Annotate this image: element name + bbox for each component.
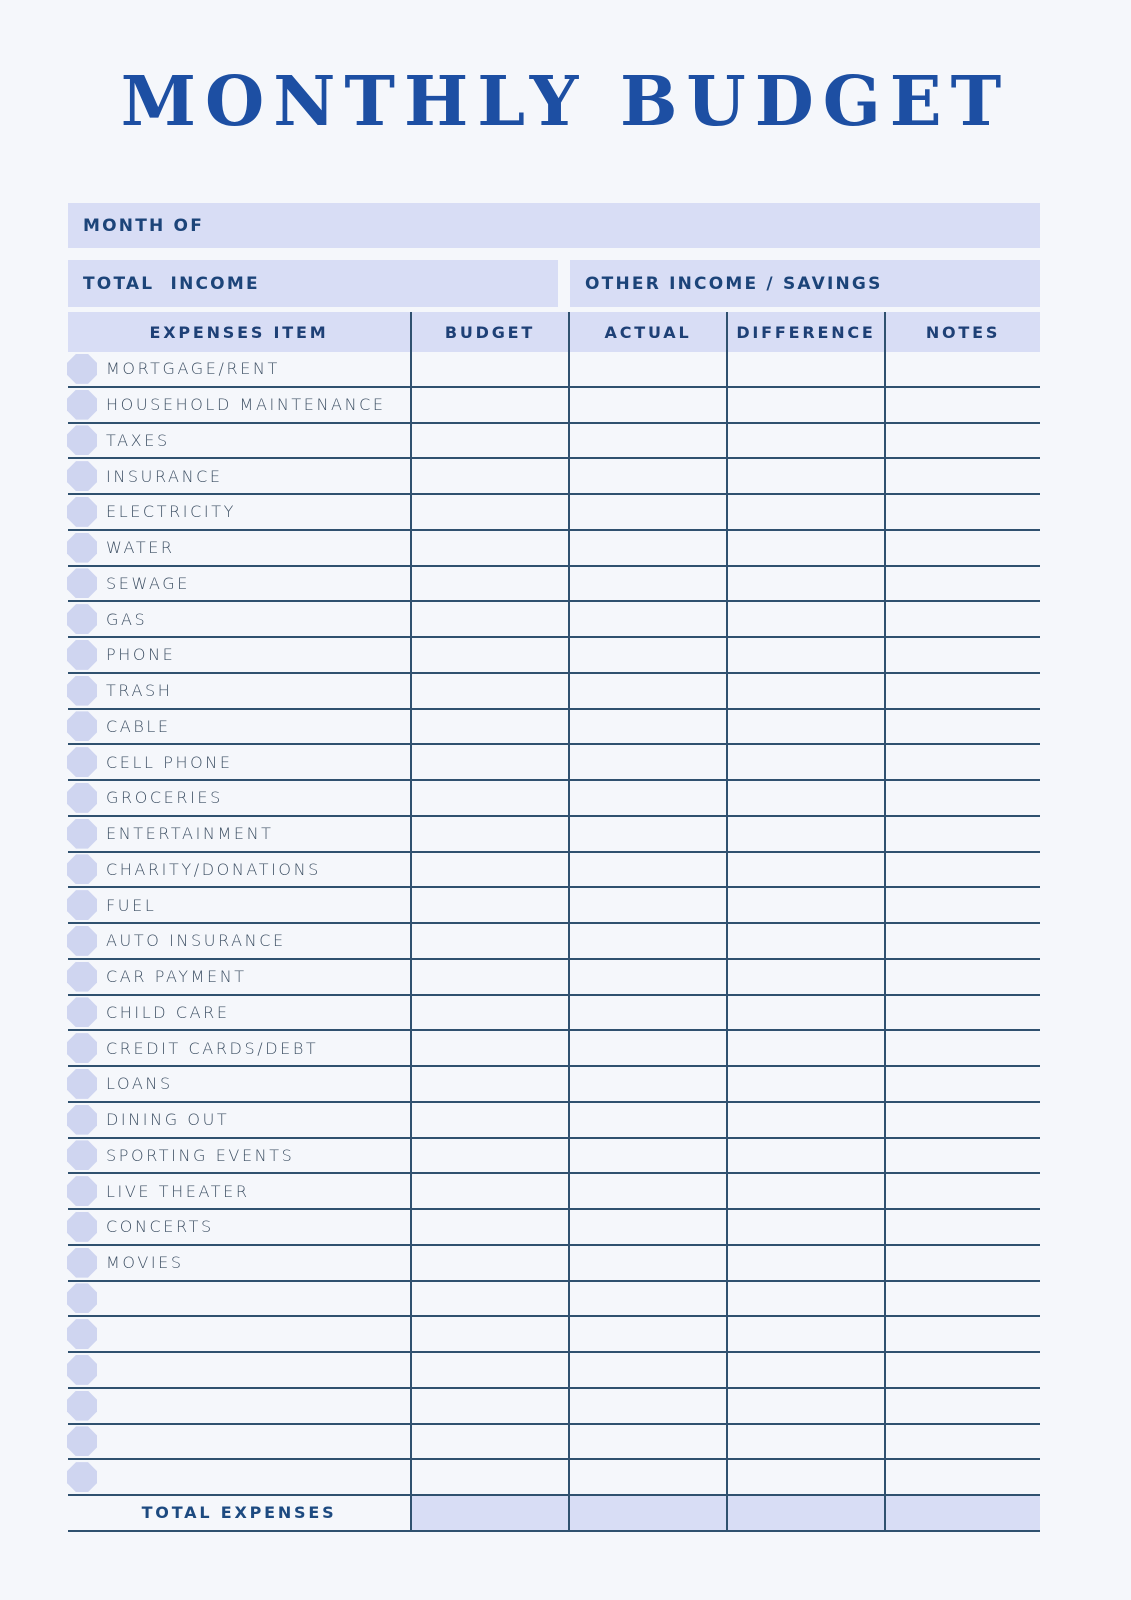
notes-cell xyxy=(884,531,1040,565)
expense-label: PHONE xyxy=(106,645,176,665)
octagon-bullet-icon xyxy=(67,1355,97,1385)
budget-cell xyxy=(410,1425,568,1459)
total-actual-cell xyxy=(568,1496,726,1530)
octagon-bullet-icon xyxy=(67,926,97,956)
budget-cell xyxy=(410,1389,568,1423)
notes-cell xyxy=(884,888,1040,922)
table-row xyxy=(68,781,1040,817)
expense-item-cell xyxy=(68,1425,410,1459)
difference-cell xyxy=(726,1317,884,1351)
budget-cell xyxy=(410,424,568,458)
expenses-table xyxy=(68,312,1040,1532)
budget-cell xyxy=(410,1460,568,1494)
difference-cell xyxy=(726,996,884,1030)
month-of-bar xyxy=(68,203,1040,248)
expense-label: TRASH xyxy=(106,681,173,701)
budget-cell xyxy=(410,1103,568,1137)
expense-label: LIVE THEATER xyxy=(106,1181,250,1201)
expense-item-cell xyxy=(68,781,410,815)
actual-cell xyxy=(568,1103,726,1137)
actual-cell xyxy=(568,1031,726,1065)
actual-cell xyxy=(568,781,726,815)
expense-item-cell xyxy=(68,602,410,636)
budget-cell xyxy=(410,1282,568,1316)
octagon-bullet-icon xyxy=(67,997,97,1027)
expense-label: SEWAGE xyxy=(106,573,190,593)
octagon-bullet-icon xyxy=(67,425,97,455)
budget-cell xyxy=(410,567,568,601)
budget-cell xyxy=(410,495,568,529)
actual-cell xyxy=(568,710,726,744)
octagon-bullet-icon xyxy=(67,890,97,920)
difference-cell xyxy=(726,924,884,958)
actual-cell xyxy=(568,888,726,922)
octagon-bullet-icon xyxy=(67,1248,97,1278)
actual-cell xyxy=(568,1139,726,1173)
budget-cell xyxy=(410,853,568,887)
header-actual-label: ACTUAL xyxy=(604,322,692,342)
difference-cell xyxy=(726,1067,884,1101)
expense-label: LOANS xyxy=(106,1074,173,1094)
actual-cell xyxy=(568,459,726,493)
expense-item-cell xyxy=(68,388,410,422)
table-row xyxy=(68,352,1040,388)
notes-cell xyxy=(884,1282,1040,1316)
difference-cell xyxy=(726,1174,884,1208)
header-actual xyxy=(568,312,726,352)
expense-item-cell xyxy=(68,352,410,386)
table-row xyxy=(68,388,1040,424)
octagon-bullet-icon xyxy=(67,854,97,884)
octagon-bullet-icon xyxy=(67,497,97,527)
actual-cell xyxy=(568,1389,726,1423)
budget-cell xyxy=(410,531,568,565)
expense-label: CELL PHONE xyxy=(106,752,233,772)
octagon-bullet-icon xyxy=(67,354,97,384)
table-row xyxy=(68,853,1040,889)
difference-cell xyxy=(726,424,884,458)
octagon-bullet-icon xyxy=(67,711,97,741)
octagon-bullet-icon xyxy=(67,747,97,777)
expense-item-cell xyxy=(68,1317,410,1351)
notes-cell xyxy=(884,459,1040,493)
table-row xyxy=(68,495,1040,531)
budget-cell xyxy=(410,996,568,1030)
other-income-savings-bar xyxy=(570,260,1040,307)
table-row xyxy=(68,602,1040,638)
notes-cell xyxy=(884,745,1040,779)
actual-cell xyxy=(568,1067,726,1101)
expense-label: CAR PAYMENT xyxy=(106,967,247,987)
difference-cell xyxy=(726,495,884,529)
table-row xyxy=(68,1139,1040,1175)
total-expenses-label-cell xyxy=(68,1496,410,1530)
table-row xyxy=(68,1425,1040,1461)
octagon-bullet-icon xyxy=(67,1283,97,1313)
difference-cell xyxy=(726,352,884,386)
octagon-bullet-icon xyxy=(67,1462,97,1492)
actual-cell xyxy=(568,388,726,422)
expense-item-cell xyxy=(68,1282,410,1316)
difference-cell xyxy=(726,960,884,994)
table-body xyxy=(68,352,1040,1496)
expense-item-cell xyxy=(68,495,410,529)
difference-cell xyxy=(726,853,884,887)
table-row xyxy=(68,1067,1040,1103)
notes-cell xyxy=(884,567,1040,601)
table-row xyxy=(68,567,1040,603)
difference-cell xyxy=(726,567,884,601)
octagon-bullet-icon xyxy=(67,390,97,420)
budget-cell xyxy=(410,1067,568,1101)
difference-cell xyxy=(726,1353,884,1387)
actual-cell xyxy=(568,1425,726,1459)
notes-cell xyxy=(884,352,1040,386)
difference-cell xyxy=(726,1389,884,1423)
header-notes xyxy=(884,312,1040,352)
budget-cell xyxy=(410,674,568,708)
actual-cell xyxy=(568,352,726,386)
difference-cell xyxy=(726,1460,884,1494)
budget-cell xyxy=(410,352,568,386)
total-income-label: TOTAL INCOME xyxy=(83,273,260,294)
notes-cell xyxy=(884,424,1040,458)
notes-cell xyxy=(884,1031,1040,1065)
expense-label: GAS xyxy=(106,609,148,629)
actual-cell xyxy=(568,567,726,601)
table-row xyxy=(68,1103,1040,1139)
budget-cell xyxy=(410,602,568,636)
table-header-row xyxy=(68,312,1040,352)
octagon-bullet-icon xyxy=(67,819,97,849)
octagon-bullet-icon xyxy=(67,533,97,563)
difference-cell xyxy=(726,1425,884,1459)
table-row xyxy=(68,710,1040,746)
octagon-bullet-icon xyxy=(67,1033,97,1063)
page-title: MONTHLY BUDGET xyxy=(120,62,1011,142)
budget-cell xyxy=(410,638,568,672)
expense-label: MORTGAGE/RENT xyxy=(106,359,280,379)
notes-cell xyxy=(884,960,1040,994)
notes-cell xyxy=(884,1103,1040,1137)
expense-label: DINING OUT xyxy=(106,1110,230,1130)
expense-item-cell xyxy=(68,567,410,601)
total-expenses-row xyxy=(68,1496,1040,1532)
table-row xyxy=(68,1282,1040,1318)
budget-cell xyxy=(410,960,568,994)
notes-cell xyxy=(884,817,1040,851)
difference-cell xyxy=(726,531,884,565)
notes-cell xyxy=(884,924,1040,958)
budget-cell xyxy=(410,1317,568,1351)
expense-item-cell xyxy=(68,638,410,672)
difference-cell xyxy=(726,1210,884,1244)
actual-cell xyxy=(568,960,726,994)
difference-cell xyxy=(726,1246,884,1280)
difference-cell xyxy=(726,1031,884,1065)
budget-cell xyxy=(410,388,568,422)
octagon-bullet-icon xyxy=(67,1069,97,1099)
expense-item-cell xyxy=(68,817,410,851)
difference-cell xyxy=(726,1103,884,1137)
header-notes-label: NOTES xyxy=(925,322,1001,342)
expense-item-cell xyxy=(68,1103,410,1137)
octagon-bullet-icon xyxy=(67,1140,97,1170)
table-row xyxy=(68,1317,1040,1353)
total-income-bar xyxy=(68,260,558,307)
actual-cell xyxy=(568,602,726,636)
budget-cell xyxy=(410,1353,568,1387)
actual-cell xyxy=(568,1210,726,1244)
header-expenses-item-label: EXPENSES ITEM xyxy=(149,322,329,342)
table-row xyxy=(68,1210,1040,1246)
notes-cell xyxy=(884,996,1040,1030)
expense-label: ELECTRICITY xyxy=(106,502,236,522)
expense-item-cell xyxy=(68,1353,410,1387)
octagon-bullet-icon xyxy=(67,1212,97,1242)
notes-cell xyxy=(884,638,1040,672)
other-income-savings-label: OTHER INCOME / SAVINGS xyxy=(585,273,883,294)
expense-item-cell xyxy=(68,1174,410,1208)
expense-item-cell xyxy=(68,1210,410,1244)
header-expenses-item xyxy=(68,312,410,352)
actual-cell xyxy=(568,1246,726,1280)
actual-cell xyxy=(568,996,726,1030)
octagon-bullet-icon xyxy=(67,604,97,634)
actual-cell xyxy=(568,817,726,851)
header-budget xyxy=(410,312,568,352)
table-row xyxy=(68,531,1040,567)
budget-cell xyxy=(410,745,568,779)
expense-item-cell xyxy=(68,424,410,458)
difference-cell xyxy=(726,388,884,422)
table-row xyxy=(68,459,1040,495)
expense-item-cell xyxy=(68,1067,410,1101)
actual-cell xyxy=(568,1460,726,1494)
notes-cell xyxy=(884,1246,1040,1280)
expense-label: CABLE xyxy=(106,716,171,736)
notes-cell xyxy=(884,1174,1040,1208)
expense-label: CHILD CARE xyxy=(106,1002,230,1022)
total-budget-cell xyxy=(410,1496,568,1530)
header-budget-label: BUDGET xyxy=(444,322,536,342)
notes-cell xyxy=(884,388,1040,422)
octagon-bullet-icon xyxy=(67,1176,97,1206)
difference-cell xyxy=(726,638,884,672)
octagon-bullet-icon xyxy=(67,640,97,670)
actual-cell xyxy=(568,638,726,672)
budget-cell xyxy=(410,817,568,851)
table-row xyxy=(68,924,1040,960)
expense-item-cell xyxy=(68,710,410,744)
actual-cell xyxy=(568,495,726,529)
expense-label: CONCERTS xyxy=(106,1217,214,1237)
actual-cell xyxy=(568,531,726,565)
notes-cell xyxy=(884,853,1040,887)
table-row xyxy=(68,1353,1040,1389)
notes-cell xyxy=(884,674,1040,708)
difference-cell xyxy=(726,674,884,708)
difference-cell xyxy=(726,1282,884,1316)
table-row xyxy=(68,745,1040,781)
notes-cell xyxy=(884,1210,1040,1244)
octagon-bullet-icon xyxy=(67,1426,97,1456)
expense-item-cell xyxy=(68,924,410,958)
difference-cell xyxy=(726,459,884,493)
expense-item-cell xyxy=(68,745,410,779)
header-difference xyxy=(726,312,884,352)
difference-cell xyxy=(726,710,884,744)
table-row xyxy=(68,1460,1040,1496)
table-row xyxy=(68,1246,1040,1282)
expense-item-cell xyxy=(68,1246,410,1280)
expense-label: CREDIT CARDS/DEBT xyxy=(106,1038,319,1058)
total-difference-cell xyxy=(726,1496,884,1530)
difference-cell xyxy=(726,888,884,922)
budget-cell xyxy=(410,1246,568,1280)
expense-item-cell xyxy=(68,1139,410,1173)
expense-item-cell xyxy=(68,1460,410,1494)
octagon-bullet-icon xyxy=(67,676,97,706)
notes-cell xyxy=(884,1353,1040,1387)
header-difference-label: DIFFERENCE xyxy=(736,322,876,342)
actual-cell xyxy=(568,1317,726,1351)
notes-cell xyxy=(884,1425,1040,1459)
total-notes-cell xyxy=(884,1496,1040,1530)
actual-cell xyxy=(568,924,726,958)
budget-cell xyxy=(410,1031,568,1065)
notes-cell xyxy=(884,781,1040,815)
budget-cell xyxy=(410,1139,568,1173)
expense-label: INSURANCE xyxy=(106,466,223,486)
actual-cell xyxy=(568,424,726,458)
expense-label: AUTO INSURANCE xyxy=(106,931,286,951)
difference-cell xyxy=(726,1139,884,1173)
octagon-bullet-icon xyxy=(67,461,97,491)
expense-item-cell xyxy=(68,1389,410,1423)
notes-cell xyxy=(884,710,1040,744)
expense-item-cell xyxy=(68,459,410,493)
expense-item-cell xyxy=(68,531,410,565)
table-row xyxy=(68,817,1040,853)
budget-cell xyxy=(410,459,568,493)
expense-label: TAXES xyxy=(106,430,170,450)
table-row xyxy=(68,996,1040,1032)
octagon-bullet-icon xyxy=(67,783,97,813)
table-row xyxy=(68,1174,1040,1210)
octagon-bullet-icon xyxy=(67,962,97,992)
difference-cell xyxy=(726,602,884,636)
expense-item-cell xyxy=(68,888,410,922)
budget-cell xyxy=(410,1210,568,1244)
difference-cell xyxy=(726,817,884,851)
notes-cell xyxy=(884,495,1040,529)
difference-cell xyxy=(726,781,884,815)
actual-cell xyxy=(568,1353,726,1387)
expense-item-cell xyxy=(68,674,410,708)
actual-cell xyxy=(568,745,726,779)
expense-item-cell xyxy=(68,1031,410,1065)
octagon-bullet-icon xyxy=(67,1105,97,1135)
notes-cell xyxy=(884,1389,1040,1423)
table-row xyxy=(68,888,1040,924)
expense-item-cell xyxy=(68,853,410,887)
actual-cell xyxy=(568,1282,726,1316)
table-row xyxy=(68,674,1040,710)
actual-cell xyxy=(568,674,726,708)
total-expenses-label: TOTAL EXPENSES xyxy=(141,1503,337,1523)
month-of-label: MONTH OF xyxy=(83,215,205,236)
actual-cell xyxy=(568,1174,726,1208)
expense-label: ENTERTAINMENT xyxy=(106,824,274,844)
budget-cell xyxy=(410,924,568,958)
expense-label: MOVIES xyxy=(106,1253,184,1273)
notes-cell xyxy=(884,1460,1040,1494)
octagon-bullet-icon xyxy=(67,1391,97,1421)
expense-label: SPORTING EVENTS xyxy=(106,1145,295,1165)
table-row xyxy=(68,960,1040,996)
notes-cell xyxy=(884,602,1040,636)
expense-label: FUEL xyxy=(106,895,157,915)
notes-cell xyxy=(884,1139,1040,1173)
expense-label: GROCERIES xyxy=(106,788,223,808)
octagon-bullet-icon xyxy=(67,568,97,598)
table-row xyxy=(68,1389,1040,1425)
difference-cell xyxy=(726,745,884,779)
octagon-bullet-icon xyxy=(67,1319,97,1349)
expense-label: HOUSEHOLD MAINTENANCE xyxy=(106,395,386,415)
budget-cell xyxy=(410,888,568,922)
table-row xyxy=(68,424,1040,460)
expense-label: WATER xyxy=(106,538,175,558)
table-row xyxy=(68,638,1040,674)
table-row xyxy=(68,1031,1040,1067)
expense-label: CHARITY/DONATIONS xyxy=(106,859,321,879)
budget-cell xyxy=(410,781,568,815)
actual-cell xyxy=(568,853,726,887)
budget-cell xyxy=(410,710,568,744)
expense-item-cell xyxy=(68,960,410,994)
budget-cell xyxy=(410,1174,568,1208)
expense-item-cell xyxy=(68,996,410,1030)
notes-cell xyxy=(884,1067,1040,1101)
notes-cell xyxy=(884,1317,1040,1351)
